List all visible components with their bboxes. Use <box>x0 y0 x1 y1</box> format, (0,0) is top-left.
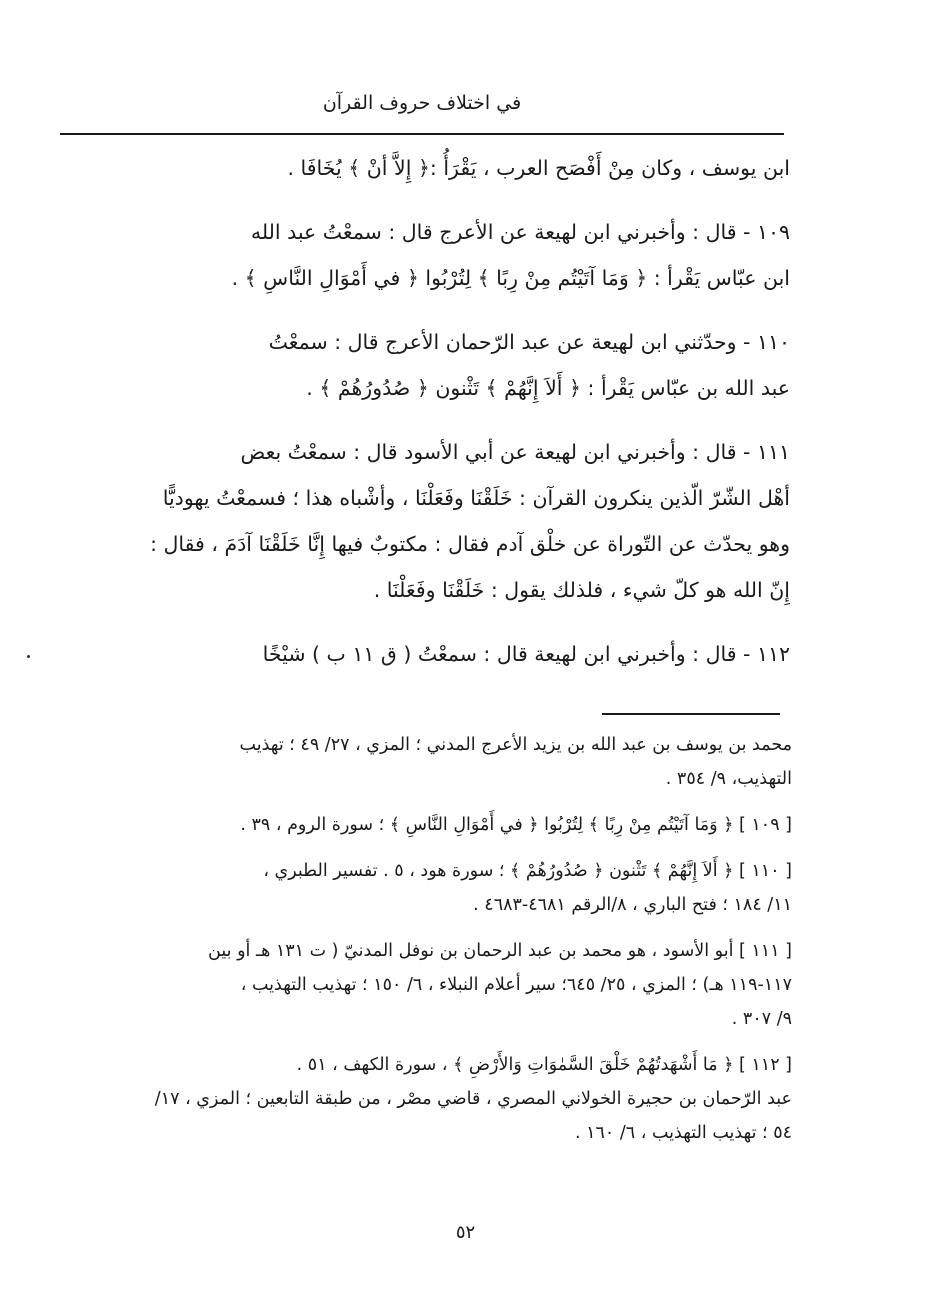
text-line: أهْل الشّرّ الّذين ينكرون القرآن : خَلَقْنَا وفَعَلْنَا ، وأشْباه هذا ؛ فسمعْتُ يهوديًّا <box>162 486 790 510</box>
running-header-title: في اختلاف حروف القرآن <box>322 92 522 114</box>
page-number: ٥٢ <box>455 1222 476 1243</box>
footnote-line: محمد بن يوسف بن عبد الله بن يزيد الأعرج المدني ؛ المزي ، ٢٧/ ٤٩ ؛ تهذيب <box>239 735 792 755</box>
text-line: ١١١ - قال : وأخبرني ابن لهيعة عن أبي الأسود قال : سمعْتُ بعض <box>240 440 790 464</box>
main-text <box>55 145 790 677</box>
footnote-rule <box>602 713 780 715</box>
header-rule <box>60 133 784 135</box>
text-line: ابن عبّاس يَقْرأ : ﴿ وَمَا آتَيْتُم مِنْ رِبًا ﴾ لِتُرْبُوا ﴿ في أَمْوَالِ النَّاسِ ﴾ . <box>231 266 790 290</box>
running-header <box>60 92 784 114</box>
footnote-line: [ ١٠٩ ] ﴿ وَمَا آتَيْتُم مِنْ رِبًا ﴾ لِتُرْبُوا ﴿ في أَمْوَالِ النَّاسِ ﴾ ؛ سورة الروم ، ٣٩ . <box>240 815 792 835</box>
footnote-line: عبد الرّحمان بن حجيرة الخولاني المصري ، قاضي مصْر ، من طبقة التابعين ؛ المزي ، ١٧/ <box>154 1089 792 1109</box>
footnote-line: التهذيب، ٩/ ٣٥٤ . <box>665 769 792 789</box>
text-line: عبد الله بن عبّاس يَقْرأ : ﴿ أَلاَ إِنَّهُمْ ﴾ تَثْنون ﴿ صُدُورُهُمْ ﴾ . <box>306 376 790 400</box>
scan-speck <box>27 655 30 658</box>
text-line: ابن يوسف ، وكان مِنْ أَفْصَح العرب ، يَقْرَأُ :﴿ إِلاَّ أنْ ﴾ يُخَافَا . <box>287 156 790 180</box>
footnote-line: ٥٤ ؛ تهذيب التهذيب ، ٦/ ١٦٠ . <box>574 1123 792 1143</box>
footnote-line: ٩/ ٣٠٧ . <box>731 1009 792 1029</box>
footnote-line: ١١٧-١١٩ هـ) ؛ المزي ، ٢٥/ ٦٤٥؛ سير أعلام النبلاء ، ٦/ ١٥٠ ؛ تهذيب التهذيب ، <box>240 975 792 995</box>
footnote-line: [ ١١١ ] أبو الأسود ، هو محمد بن عبد الرحمان بن نوفل المدنيّ ( ت ١٣١ هـ أو بين <box>208 941 792 961</box>
footnote-line: [ ١١٠ ] ﴿ أَلاَ إِنَّهُمْ ﴾ تَثْنون ﴿ صُدُورُهُمْ ﴾ ؛ سورة هود ، ٥ . تفسير الطبري ، <box>263 861 792 881</box>
text-line: إِنّ الله هو كلّ شيء ، فلذلك يقول : خَلَقْنَا وفَعَلْنَا . <box>373 578 790 602</box>
footnote-line: ١١/ ١٨٤ ؛ فتح الباري ، ٨/الرقم ٤٦٨١-٤٦٨٣ . <box>473 895 792 915</box>
text-line: وهو يحدّث عن التّوراة عن خلْق آدم فقال : مكتوبٌ فيها إِنَّا خَلَقْنَا آدَمَ ، فقال : <box>150 532 790 556</box>
footnote-line: [ ١١٢ ] ﴿ مَا أَشْهَدتُهُمْ خَلْقَ السَّمٰوَاتِ وَالأَرْضِ ﴾ ، سورة الكهف ، ٥١ . <box>296 1055 792 1075</box>
text-line: ١١٠ - وحدّثني ابن لهيعة عن عبد الرّحمان الأعرج قال : سمعْتُ <box>268 330 790 354</box>
text-line: ١٠٩ - قال : وأخبرني ابن لهيعة عن الأعرج قال : سمعْتُ عبد الله <box>250 220 790 244</box>
footnotes <box>40 728 792 1150</box>
text-line: ١١٢ - قال : وأخبرني ابن لهيعة قال : سمعْتُ ( ق ١١ ب ) شيْخًا <box>262 642 790 666</box>
